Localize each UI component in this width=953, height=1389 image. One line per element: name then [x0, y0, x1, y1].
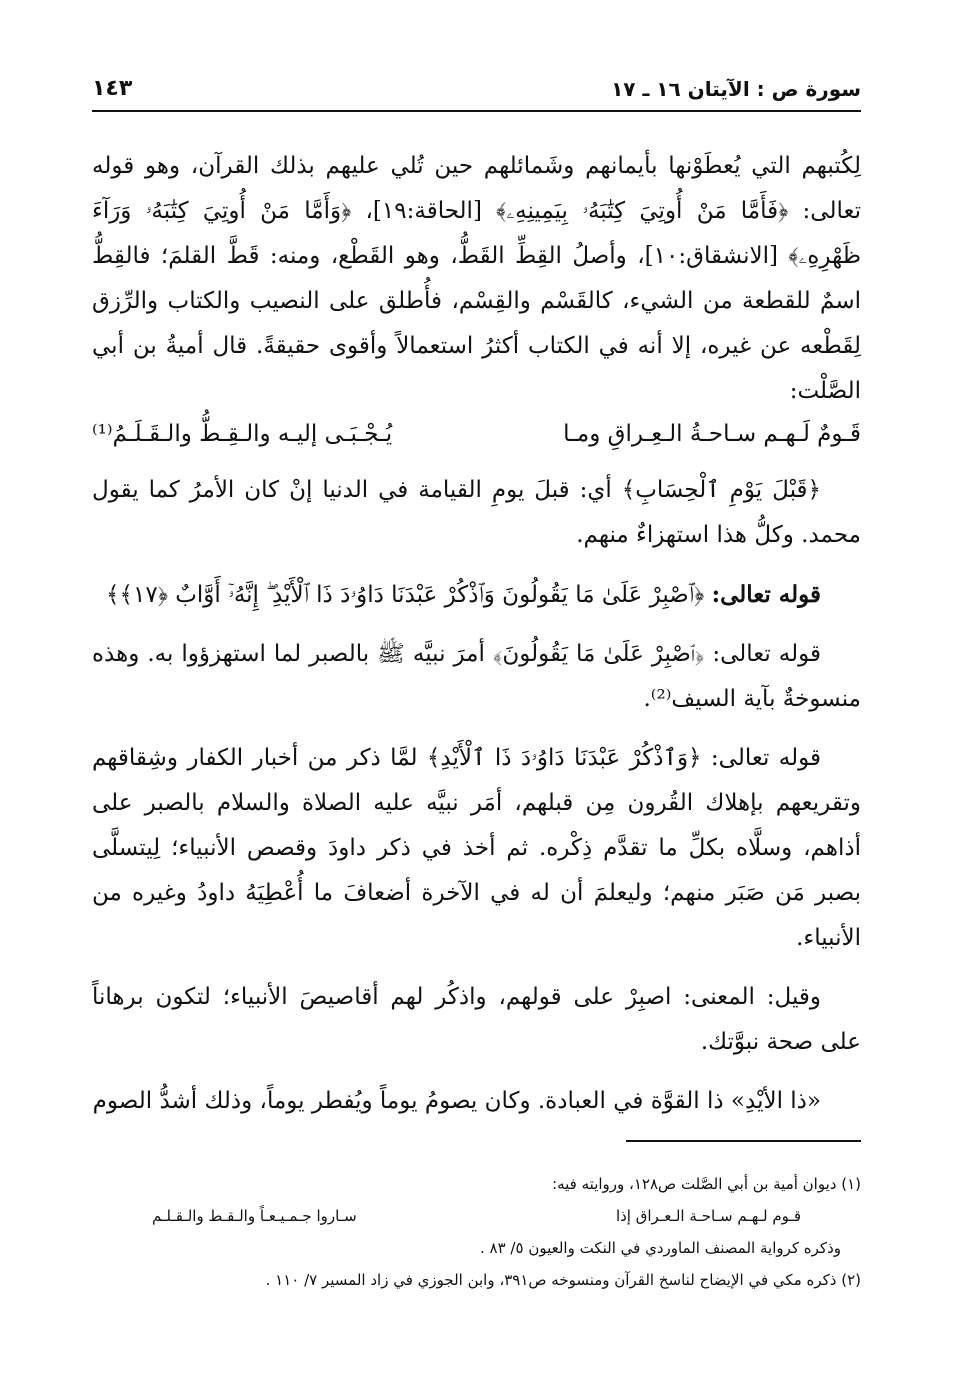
footnotes [92, 1168, 861, 1296]
verse-second-hemistich: يُـجْـبَـى إليـه والـقِـطُّ والـقَـلَـمُ⁽¹⁾ [92, 421, 393, 447]
verse-heading [92, 572, 861, 618]
verse-heading-text: ﴿ٱصْبِرْ عَلَىٰ مَا يَقُولُونَ وَٱذْكُرْ عَبْدَنَا دَاوُۥدَ ذَا ٱلْأَيْدِ ۖ إِنَّهُۥٓ أَوَّابٌ ﴿١٧﴾﴾ [106, 582, 705, 608]
paragraph-day-of-reckoning: ﴿قَبْلَ يَوْمِ ٱلْحِسَابِ﴾ أي: قبلَ يومِ القيامة في الدنيا إنْ كان الأمرُ كما يقول محمد. وكلُّ هذا استهزاءٌ منهم. [92, 477, 861, 548]
paragraph-dhal-ayd: «ذا الأيْدِ» ذا القوَّة في العبادة. وكان يصومُ يوماً ويُفطر يوماً، وذلك أشدُّ الصوم [92, 1088, 821, 1114]
footnote-1-second-hemistich: سـاروا جـمـيـعـاً والـقـط والـقـلـم [152, 1207, 357, 1225]
paragraph-dawud: قوله تعالى: ﴿وَٱذْكُرْ عَبْدَنَا دَاوُۥدَ ذَا ٱلْأَيْدِ﴾ لمَّا ذكر من أخبار الكفار وشِقاقهم وتقريعهم بإهلاك القُرون مِن قبلهم، أمَر نبيَّه عليه الصلاة والسلام بالصبر على أذاهم، وسلَّاه بكلِّ ما تقدَّم ذِكْره. ثم أخذ في ذكر داودَ وقصص الأنبياء؛ لِيتسلَّى بصبر مَن صَبَر منهم؛ وليعلمَ أن له في الآخرة أضعافَ ما أُعْطِيَهُ داودُ وغيره من الأنبياء. [92, 745, 861, 951]
footnote-divider [626, 1140, 861, 1142]
main-text [92, 144, 861, 1124]
footnote-2: (٢) ذكره مكي في الإيضاح لناسخ القرآن ومنسوخه ص٣٩١، وابن الجوزي في زاد المسير ٧/ ١١٠ . [265, 1271, 861, 1289]
paragraph-alternative-meaning: وقيل: المعنى: اصبِرْ على قولهم، واذكُر لهم أقاصيصَ الأنبياء؛ لتكون برهاناً على صحة نبوَّتك. [92, 984, 861, 1055]
paragraph-tafsir-intro: لِكُتبهم التي يُعطَوْنها بأيمانهم وشَمائلهم حين تُلي عليهم بذلك القرآن، وهو قوله تعالى: ﴿فَأَمَّا مَنْ أُوتِيَ كِتَٰبَهُۥ بِيَمِينِهِۦ﴾ [الحاقة:١٩]، ﴿وَأَمَّا مَنْ أُوتِيَ كِتَٰبَهُۥ وَرَآءَ ظَهْرِهِۦ﴾ [الانشقاق:١٠]، وأصلُ القِطِّ القَطُّ، وهو القَطْع، ومنه: قَطَّ القلمَ؛ فالقِطُّ اسمٌ للقطعة من الشيء، كالقَسْم والقِسْم، فأُطلق على النصيب والكتاب والرِّزق لِقَطْعه عن غيره، إلا أنه في الكتاب أكثرُ استعمالاً وأقوى حقيقةً. قال أميةُ بن أبي الصَّلْت: [92, 153, 861, 404]
footnote-1: (١) ديوان أمية بن أبي الصَّلت ص١٢٨، وروايته فيه: [552, 1175, 861, 1193]
running-title: سورة ص : الآيتان ١٦ ـ ١٧ [611, 77, 861, 101]
page-number: ١٤٣ [92, 76, 133, 101]
verse-heading-label: قوله تعالى: [711, 581, 821, 608]
footnote-1-verse [92, 1200, 861, 1232]
paragraph-patience: قوله تعالى: ﴿ٱصْبِرْ عَلَىٰ مَا يَقُولُونَ﴾ أمرَ نبيَّه ﷺ بالصبر لما استهزؤوا به. وهذه منسوخةٌ بآية السيف⁽²⁾. [92, 641, 861, 712]
footnote-1-first-hemistich: قـوم لـهـم سـاحـة الـعـراق إذا [615, 1207, 801, 1225]
running-header [92, 74, 861, 112]
verse-first-hemistich: قَـومٌ لَـهـم سـاحـةُ الـعِـراقِ ومـا [563, 421, 861, 447]
footnote-1-note: وذكره كرواية المصنف الماوردي في النكت والعيون ٥/ ٨٣ . [479, 1239, 841, 1257]
poetry-verse [92, 414, 861, 454]
